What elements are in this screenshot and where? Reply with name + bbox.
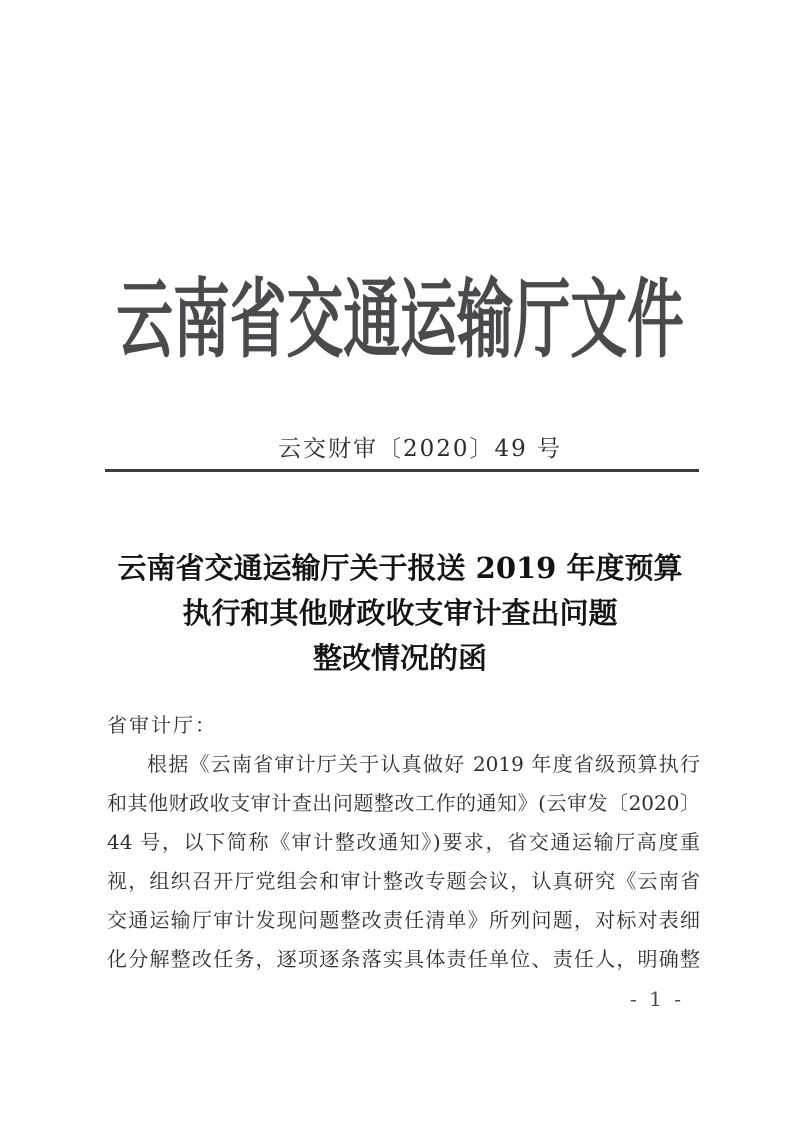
document-reference-number: 云交财审〔2020〕49 号 bbox=[277, 436, 563, 462]
body-line-2: 和其他财政收支审计查出问题整改工作的通知》(云审发〔2020〕 bbox=[107, 791, 700, 815]
body-line-3: 44 号，以下简称《审计整改通知》)要求，省交通运输厅高度重 bbox=[107, 830, 700, 854]
body-line-4: 视，组织召开厅党组会和审计整改专题会议，认真研究《云南省 bbox=[107, 869, 700, 893]
document-title bbox=[0, 546, 800, 681]
page-number: - 1 - bbox=[630, 987, 684, 1011]
body-line-1: 根据《云南省审计厅关于认真做好 2019 年度省级预算执行 bbox=[147, 752, 700, 776]
document-title-line-1: 云南省交通运输厅关于报送 2019 年度预算 bbox=[117, 551, 683, 585]
body-line-6: 化分解整改任务，逐项逐条落实具体责任单位、责任人，明确整 bbox=[107, 947, 700, 971]
letterhead-masthead bbox=[0, 263, 800, 377]
document-title-line-2: 执行和其他财政收支审计查出问题 bbox=[182, 596, 618, 630]
agency-title: 云南省交通运输厅文件 bbox=[116, 269, 684, 370]
letterhead-divider-line bbox=[105, 469, 699, 472]
document-title-line-3: 整改情况的函 bbox=[312, 641, 487, 675]
body-line-5: 交通运输厅审计发现问题整改责任清单》所列问题，对标对表细 bbox=[107, 908, 700, 932]
salutation: 省审计厅： bbox=[107, 713, 217, 737]
document-body bbox=[107, 706, 700, 979]
